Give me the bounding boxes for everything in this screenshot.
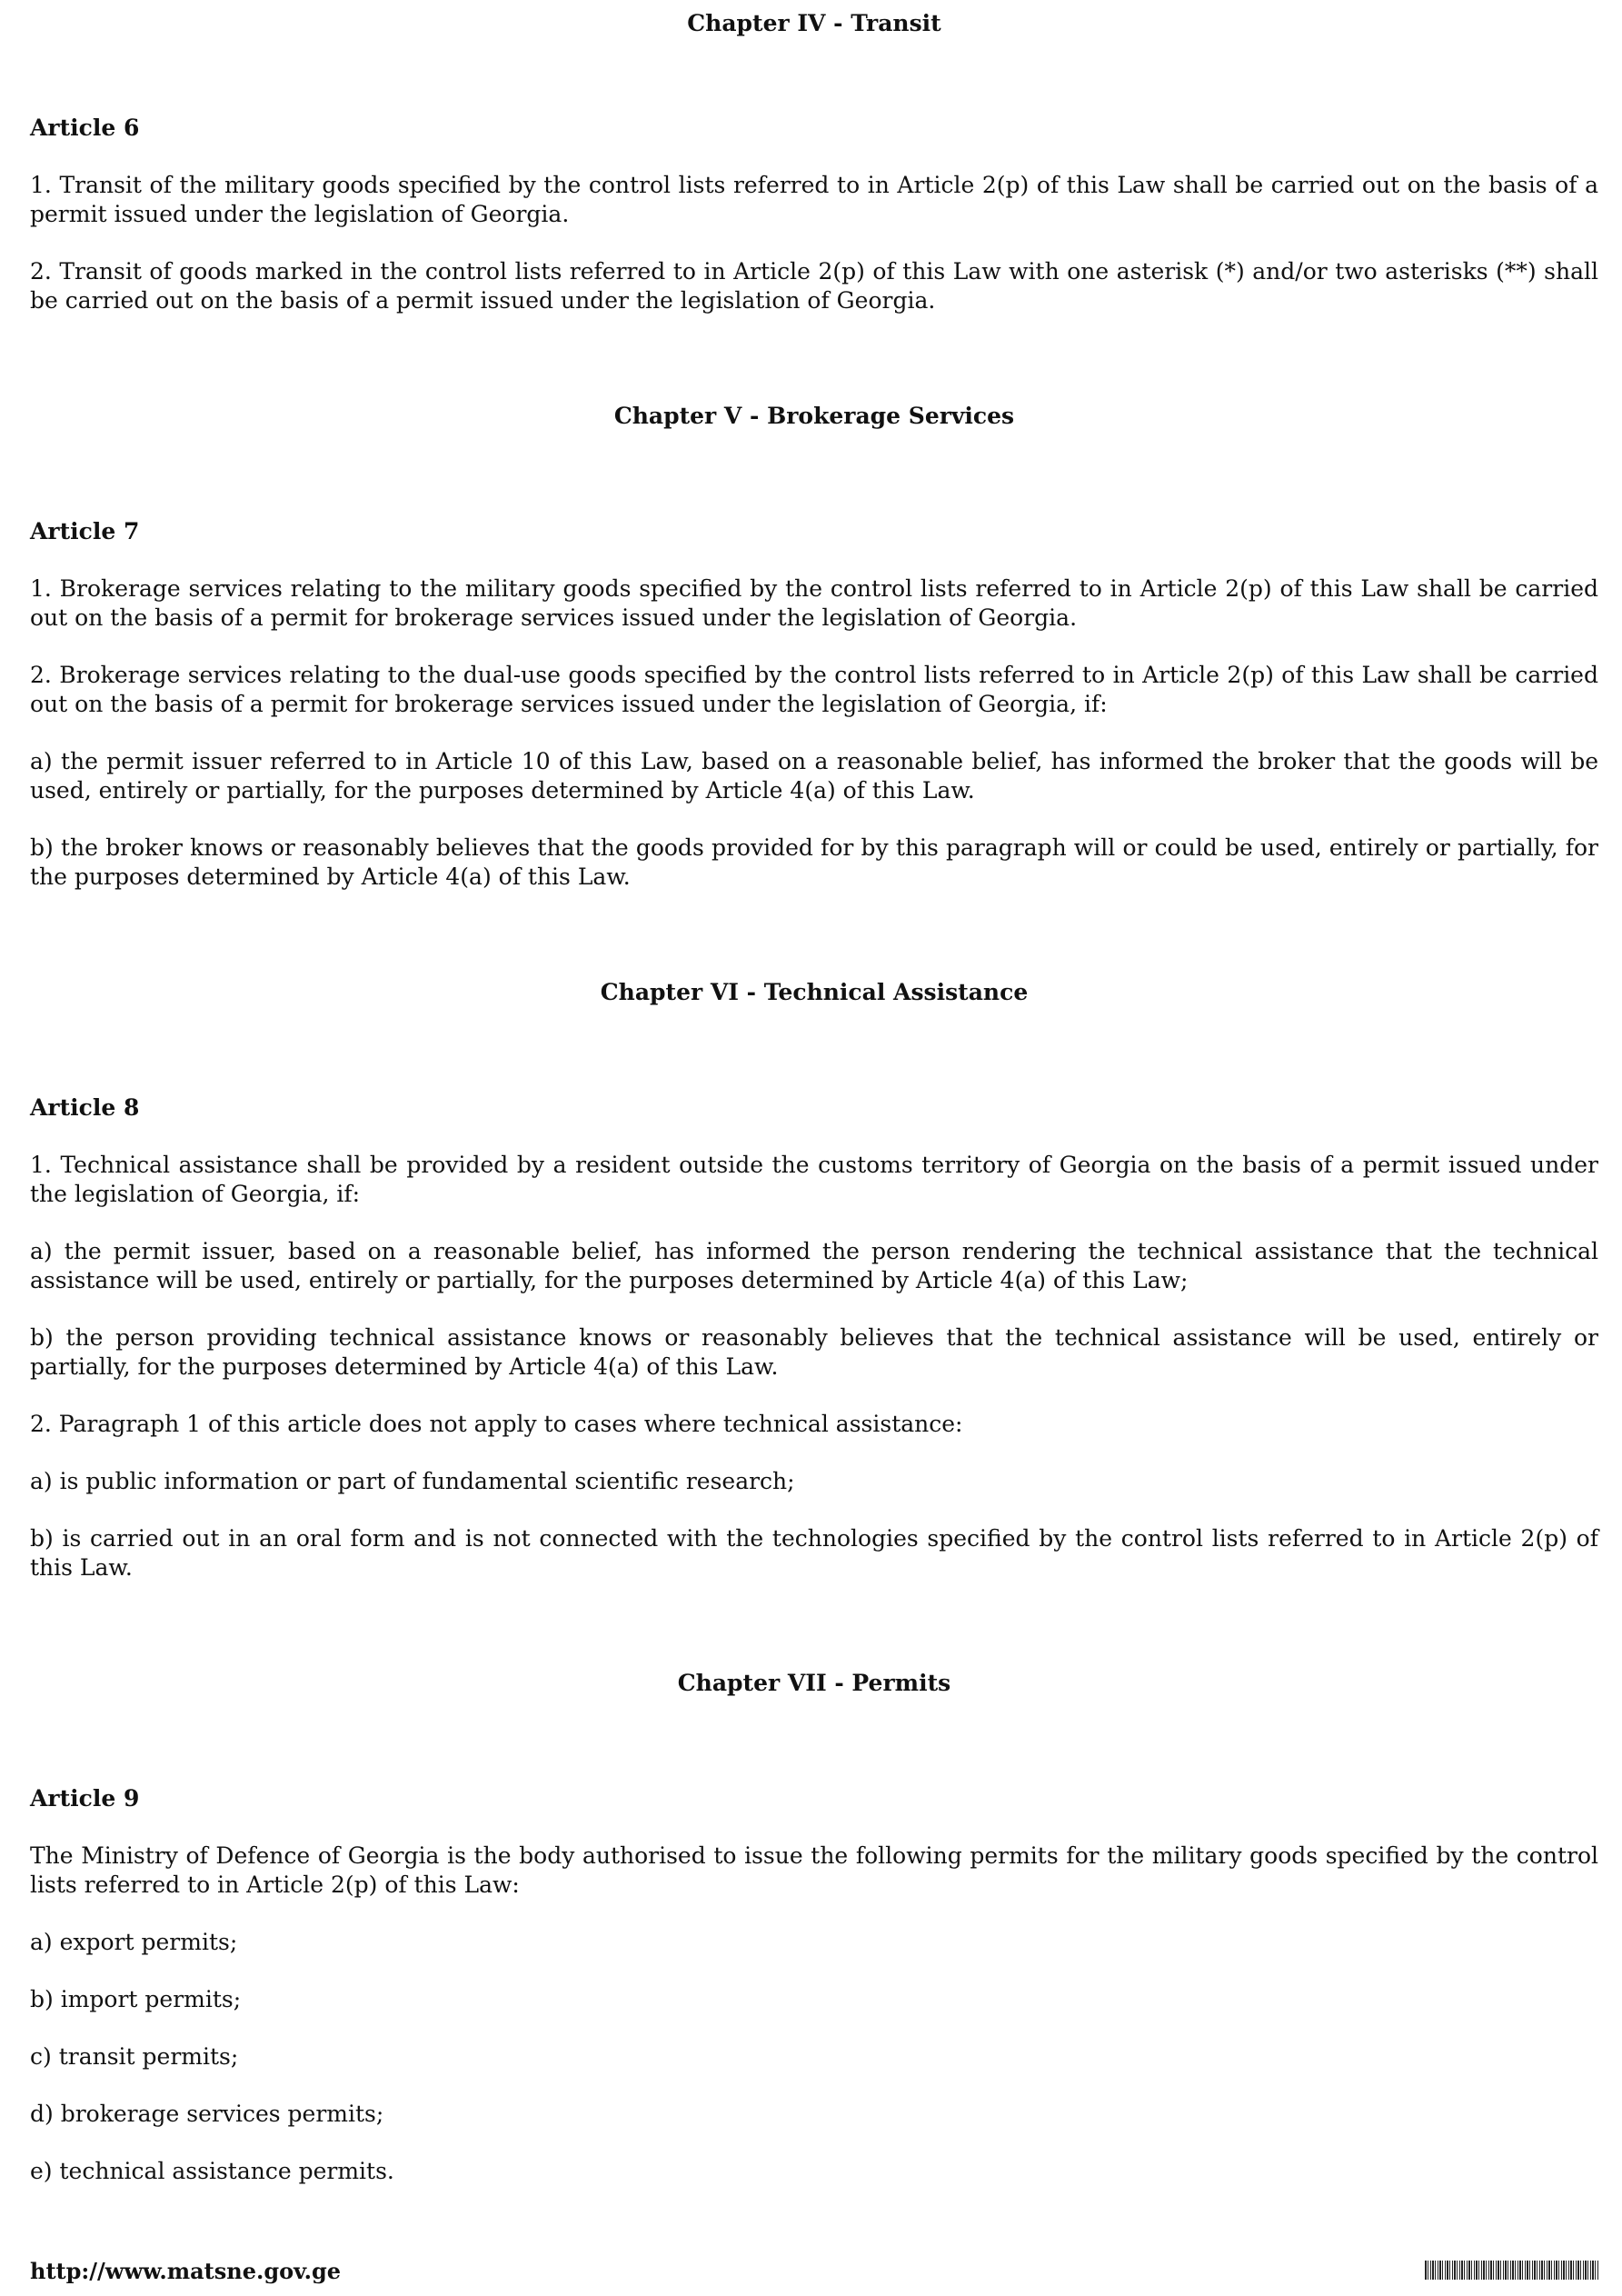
article-8-paragraph-2: 2. Paragraph 1 of this article does not apply to cases where technical assistance: — [30, 1411, 963, 1437]
chapter-v-title: Chapter V - Brokerage Services — [613, 403, 1015, 429]
article-6-paragraph-1: 1. Transit of the military goods specified by the control lists referred to in Article 2(p) of this Law shall be carried out on the basis of a permit issued under the legislation of Georgia. — [30, 172, 1598, 227]
barcode-image — [1425, 2261, 1598, 2280]
article-9-item: b) import permits; — [30, 1986, 242, 2012]
chapter-iv-title: Chapter IV - Transit — [687, 10, 941, 36]
article-8-title: Article 8 — [30, 1094, 140, 1121]
article-8-paragraph-1a: a) the permit issuer, based on a reasonable belief, has informed the person rendering the technical assistance that the technical assistance will be used, entirely or partially, for the purposes determined by Article 4(a) of this Law; — [30, 1238, 1598, 1293]
article-8-paragraph-1: 1. Technical assistance shall be provided by a resident outside the customs territory of Georgia on the basis of a permit issued under the legislation of Georgia, if: — [30, 1152, 1598, 1207]
article-9-intro: The Ministry of Defence of Georgia is the body authorised to issue the following permits for the military goods specified by the control lists referred to in Article 2(p) of this Law: — [30, 1842, 1598, 1898]
article-7-paragraph-2b: b) the broker knows or reasonably believes that the goods provided for by this paragraph will or could be used, entirely or partially, for the purposes determined by Article 4(a) of this Law. — [30, 834, 1598, 890]
document-page — [30, 0, 1598, 2186]
article-8-paragraph-1b: b) the person providing technical assistance knows or reasonably believes that the technical assistance will be used, entirely or partially, for the purposes determined by Article 4(a) of this Law. — [30, 1324, 1598, 1380]
article-9-item: c) transit permits; — [30, 2043, 239, 2070]
article-8-paragraph-2a: a) is public information or part of fundamental scientific research; — [30, 1468, 795, 1494]
article-9-item: d) brokerage services permits; — [30, 2101, 384, 2127]
article-7-paragraph-1: 1. Brokerage services relating to the military goods specified by the control lists referred to in Article 2(p) of this Law shall be carried out on the basis of a permit for brokerage services issued under the legislation of Georgia. — [30, 575, 1598, 631]
footer-source-link[interactable]: http://www.matsne.gov.ge — [30, 2258, 342, 2284]
article-9-item: e) technical assistance permits. — [30, 2158, 394, 2184]
article-8-paragraph-2b: b) is carried out in an oral form and is not connected with the technologies specified by the control lists referred to in Article 2(p) of this Law. — [30, 1525, 1598, 1581]
article-6-paragraph-2: 2. Transit of goods marked in the control lists referred to in Article 2(p) of this Law with one asterisk (*) and/or two asterisks (**) shall be carried out on the basis of a permit issued under the legislation of Georgia. — [30, 258, 1598, 314]
article-6-title: Article 6 — [30, 115, 140, 141]
article-9-item: a) export permits; — [30, 1929, 238, 1955]
chapter-vii-title: Chapter VII - Permits — [677, 1670, 951, 1696]
article-7-paragraph-2a: a) the permit issuer referred to in Article 10 of this Law, based on a reasonable belief, has informed the broker that the goods will be used, entirely or partially, for the purposes determined by Article 4(a) of this Law. — [30, 748, 1598, 804]
article-7-paragraph-2: 2. Brokerage services relating to the dual-use goods specified by the control lists referred to in Article 2(p) of this Law shall be carried out on the basis of a permit for brokerage services issued under the legislation of Georgia, if: — [30, 662, 1598, 717]
article-9-title: Article 9 — [30, 1785, 140, 1812]
article-7-title: Article 7 — [30, 518, 140, 544]
chapter-vi-title: Chapter VI - Technical Assistance — [600, 979, 1029, 1005]
